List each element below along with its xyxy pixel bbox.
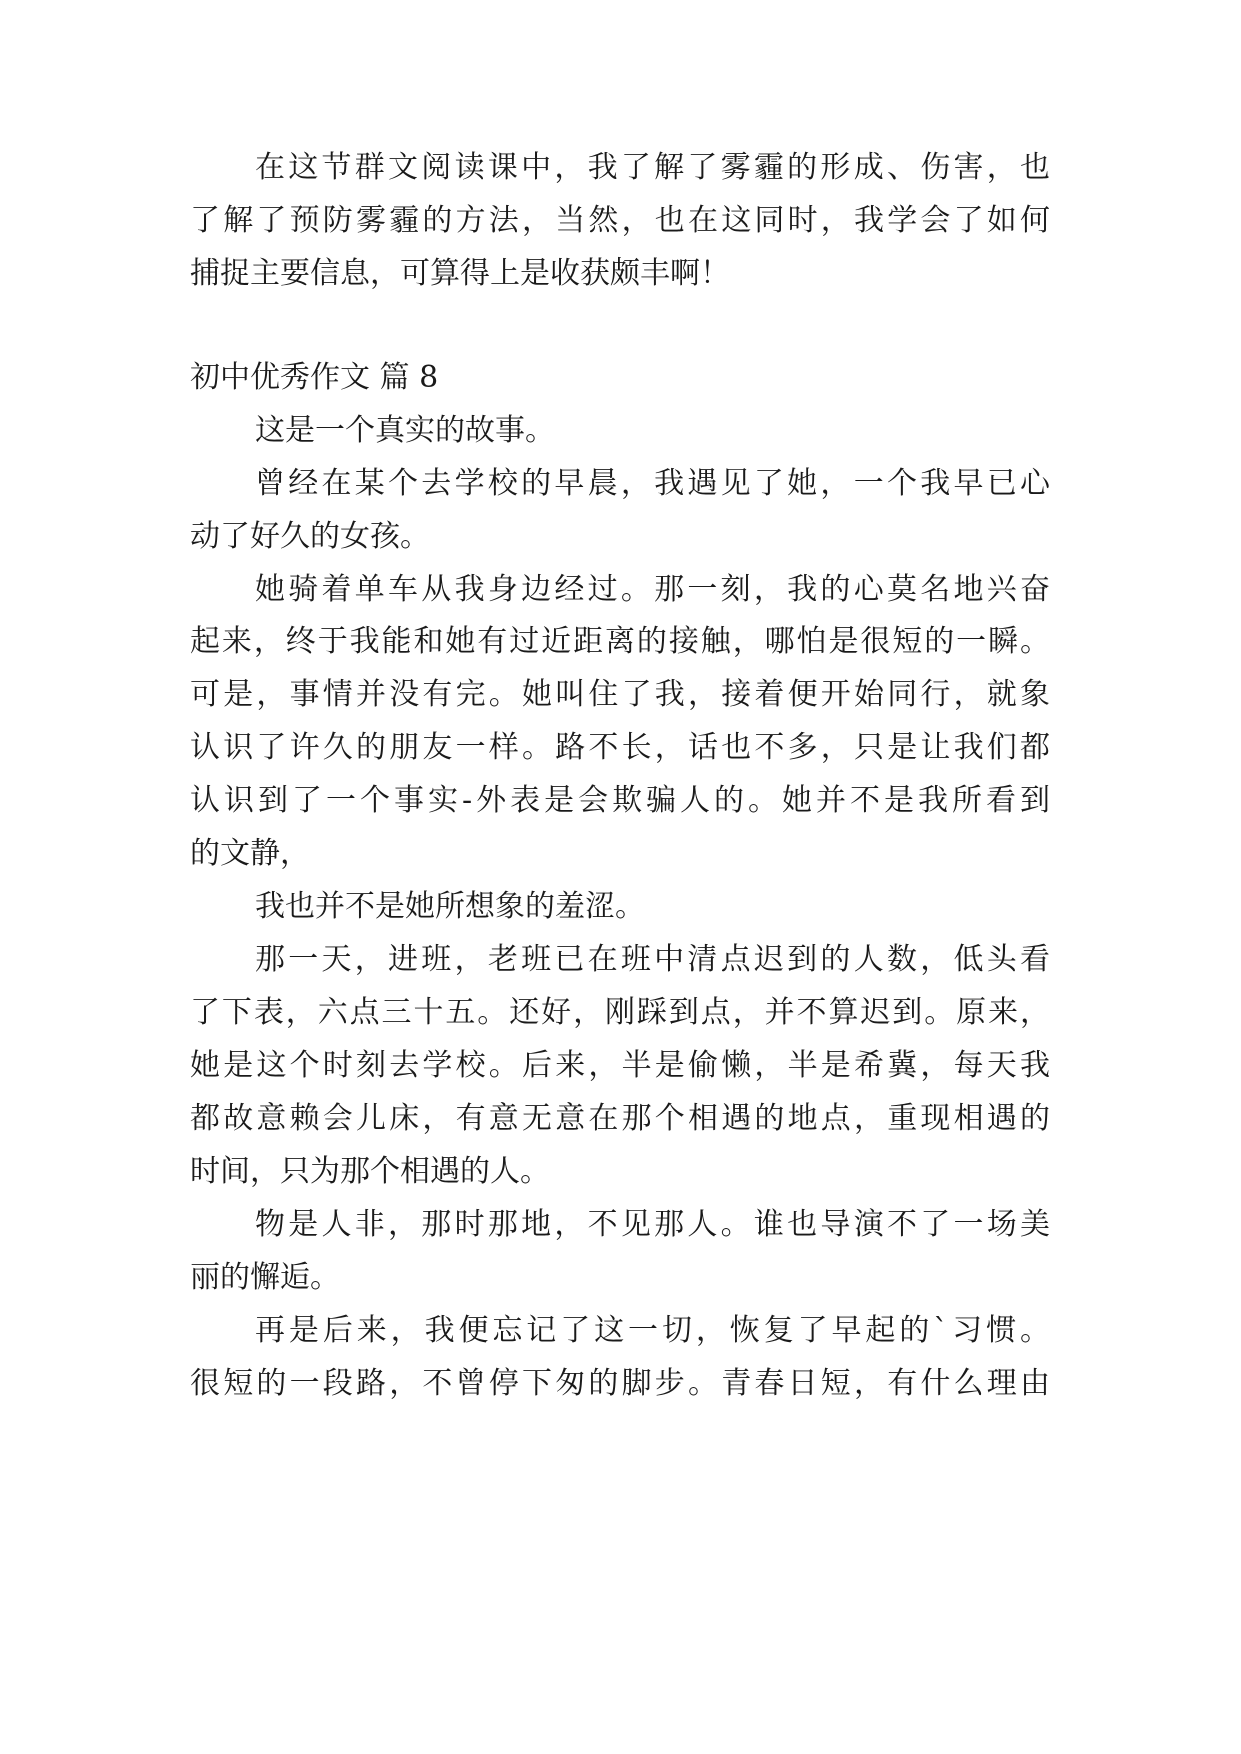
paragraph-line: 捕捉主要信息，可算得上是收获颇丰啊！ [190, 256, 730, 291]
paragraph-line: 那一天，进班，老班已在班中清点迟到的人数，低头看 [255, 942, 1050, 977]
paragraph-line: 她骑着单车从我身边经过。那一刻，我的心莫名地兴奋 [255, 572, 1050, 607]
section-title: 初中优秀作文 篇 8 [190, 360, 439, 395]
paragraph-line: 的文静， [190, 836, 310, 871]
paragraph-line: 物是人非，那时那地，不见那人。谁也导演不了一场美 [255, 1207, 1050, 1242]
paragraph-line: 认识到了一个事实-外表是会欺骗人的。她并不是我所看到 [190, 783, 1050, 818]
paragraph-line: 了解了预防雾霾的方法，当然，也在这同时，我学会了如何 [190, 203, 1050, 238]
paragraph-line: 动了好久的女孩。 [190, 519, 430, 554]
paragraph-line: 她是这个时刻去学校。后来，半是偷懒，半是希冀，每天我 [190, 1048, 1050, 1083]
paragraph-line: 这是一个真实的故事。 [255, 413, 555, 448]
paragraph-line: 很短的一段路，不曾停下匆的脚步。青春日短，有什么理由 [190, 1366, 1050, 1401]
paragraph-line: 了下表，六点三十五。还好，刚踩到点，并不算迟到。原来， [190, 995, 1050, 1030]
paragraph-line: 都故意赖会儿床，有意无意在那个相遇的地点，重现相遇的 [190, 1101, 1050, 1136]
paragraph-line: 时间，只为那个相遇的人。 [190, 1154, 550, 1189]
paragraph-line: 起来，终于我能和她有过近距离的接触，哪怕是很短的一瞬。 [190, 624, 1050, 659]
paragraph-line: 丽的懈逅。 [190, 1260, 340, 1295]
paragraph-line: 认识了许久的朋友一样。路不长，话也不多，只是让我们都 [190, 730, 1050, 765]
paragraph-line: 可是，事情并没有完。她叫住了我，接着便开始同行，就象 [190, 677, 1050, 712]
paragraph-line: 曾经在某个去学校的早晨，我遇见了她，一个我早已心 [255, 466, 1050, 501]
paragraph-line: 我也并不是她所想象的羞涩。 [255, 889, 645, 924]
paragraph-line: 再是后来，我便忘记了这一切，恢复了早起的`习惯。 [255, 1313, 1050, 1348]
paragraph-line: 在这节群文阅读课中，我了解了雾霾的形成、伤害，也 [255, 150, 1050, 185]
